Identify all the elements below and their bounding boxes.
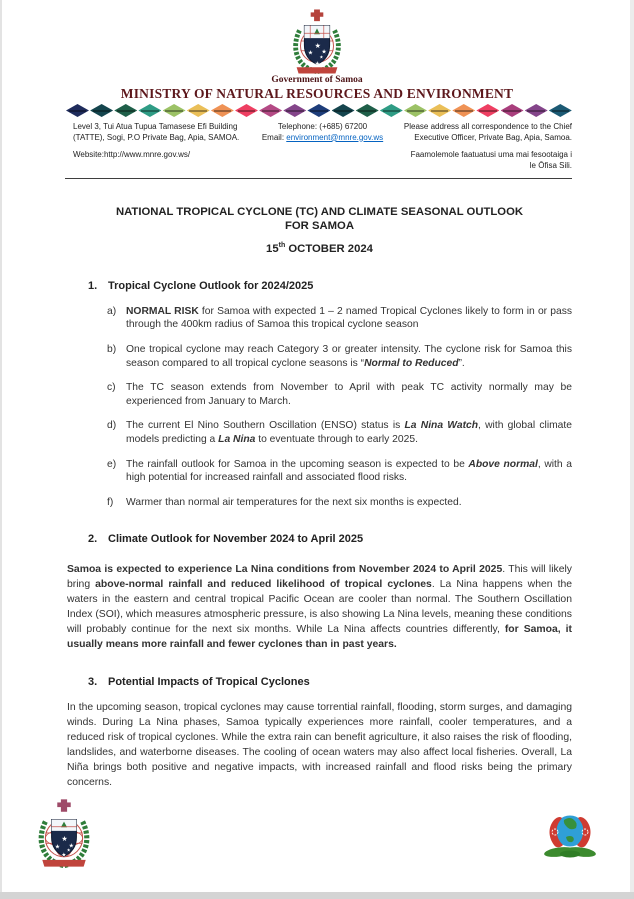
letterhead xyxy=(0,0,634,179)
section-climate-outlook xyxy=(67,533,572,652)
svg-text:★: ★ xyxy=(307,50,313,57)
svg-text:★: ★ xyxy=(319,54,324,60)
diamond-icon xyxy=(356,104,379,117)
list-item-label: c) xyxy=(107,382,116,394)
svg-text:★: ★ xyxy=(61,852,67,859)
diamond-icon xyxy=(549,104,572,117)
email-label: Email: xyxy=(261,132,287,142)
diamond-icon xyxy=(380,104,403,117)
section-title: Tropical Cyclone Outlook for 2024/2025 xyxy=(108,280,314,293)
scan-edge xyxy=(630,0,634,899)
list-item xyxy=(67,419,572,446)
address-line-1: Level 3, Tui Atua Tupua Tamasese Efi Building xyxy=(73,122,238,131)
list-item-label: f) xyxy=(107,496,114,508)
diamond-icon xyxy=(307,104,330,117)
diamond-icon xyxy=(332,104,355,117)
contact-phone-email xyxy=(247,122,398,143)
diamond-icon xyxy=(138,104,161,117)
section-heading xyxy=(67,676,572,690)
contact-block xyxy=(66,122,572,143)
diamond-icon xyxy=(259,104,282,117)
diamond-icon xyxy=(114,104,137,117)
diamond-icon xyxy=(525,104,548,117)
samoa-coat-of-arms-icon xyxy=(0,9,634,75)
list-item xyxy=(67,381,572,408)
scan-edge xyxy=(0,0,2,899)
list-item-text: Warmer than normal air temperatures for the next six months is expected. xyxy=(126,496,462,508)
list-item-label: a) xyxy=(107,305,117,317)
correspondence-line-2: Executive Officer, Private Bag, Apia, Samoa. xyxy=(414,132,572,142)
diamond-icon xyxy=(66,104,89,117)
list-item-text: The rainfall outlook for Samoa in the upcoming season is expected to be Above normal, with a high potential for increased rainfall and associated flood risks. xyxy=(126,458,572,484)
mnre-globe-hands-logo-icon xyxy=(542,807,598,866)
list-item-text: One tropical cyclone may reach Category 3 or greater intensity. The cyclone risk for Samoa this season compared to all tropical cyclone seasons is “Normal to Reduced”. xyxy=(126,344,572,369)
section-potential-impacts xyxy=(67,676,572,791)
diamond-icon xyxy=(187,104,210,117)
section-title: Potential Impacts of Tropical Cyclones xyxy=(108,675,310,688)
address-line-2: (TATTE), Sogi, P.O Private Bag, Apia, SAMOA. xyxy=(73,132,240,142)
header-rule xyxy=(65,178,572,179)
website: Website:http://www.mnre.gov.ws/ xyxy=(73,150,191,160)
svg-text:★: ★ xyxy=(321,49,327,56)
samoan-note: Faamolemole faatuatusi uma mai fesootaiga i le Ōfisa Sili. xyxy=(410,150,572,170)
section-number: 1. xyxy=(88,280,98,293)
correspondence-line-1: Please address all correspondence to the Chief xyxy=(403,122,572,131)
contact-secondary xyxy=(66,150,572,171)
diamond-icon xyxy=(235,104,258,117)
svg-text:★: ★ xyxy=(68,842,75,850)
section-number: 2. xyxy=(88,533,98,546)
section-number: 3. xyxy=(88,675,98,688)
svg-text:★: ★ xyxy=(54,843,61,851)
ministry-title: MINISTRY OF NATURAL RESOURCES AND ENVIRONMENT xyxy=(120,86,514,101)
telephone: Telephone: (+685) 67200 xyxy=(277,122,368,131)
potential-impacts-paragraph: In the upcoming season, tropical cyclones may cause torrential rainfall, flooding, storm surges, and damaging winds. During La Nina phases, Samoa typically experiences more rainfall, cooler temperatures, and a reduced risk of tropical cyclones. While the extra rain can benefit agriculture, it also raises the risk of flooding, landslides, and waterborne diseases. The cooling of ocean waters may also affect local fisheries. Overall, La Niña brings both positive and negative impacts, with increased rainfall and flood risks being the primary concerns. xyxy=(67,702,572,789)
list-item-text: The current El Nino Southern Oscillation (ENSO) status is La Nina Watch, with global climate models predicting a La Nina to eventuate through to early 2025. xyxy=(126,420,572,446)
diamond-icon xyxy=(211,104,234,117)
list-item-label: e) xyxy=(107,458,117,470)
svg-text:★: ★ xyxy=(66,847,71,853)
diamond-icon xyxy=(428,104,451,117)
diamond-icon xyxy=(163,104,186,117)
email-link[interactable]: environment@mnre.gov.ws xyxy=(286,132,384,142)
list-item xyxy=(67,496,572,510)
diamond-icon xyxy=(501,104,524,117)
svg-text:★: ★ xyxy=(314,61,320,68)
svg-text:★: ★ xyxy=(314,42,321,50)
samoa-coat-of-arms-icon xyxy=(34,795,94,878)
list-item-label: b) xyxy=(107,344,117,356)
climate-outlook-paragraph: Samoa is expected to experience La Nina conditions from November 2024 to April 2025. This will likely bring above-normal rainfall and reduced likelihood of tropical cyclones. La Nina happens when the waters in the eastern and central tropical Pacific Ocean are cooler than normal. The Southern Oscillation Index (SOI), which measures atmospheric pressure, is also showing La Nina levels, meaning these conditions will probably continue for the next six months. While La Nina affects countries differently, for Samoa, it usually means more rainfall and fewer cyclones than in past years. xyxy=(67,563,573,650)
section-heading xyxy=(67,280,572,294)
government-label: Government of Samoa xyxy=(271,75,363,85)
list-item-text: NORMAL RISK for Samoa with expected 1 – 2 named Tropical Cyclones likely to form in or pass through the 400km radius of Samoa this tropical cyclone season xyxy=(126,305,572,331)
section-heading xyxy=(67,533,572,547)
document-date: 15th OCTOBER 2024 xyxy=(266,242,373,256)
diamond-icon xyxy=(404,104,427,117)
list-item xyxy=(67,343,572,370)
diamond-divider xyxy=(66,104,572,117)
list-item xyxy=(67,305,572,332)
section-title: Climate Outlook for November 2024 to April 2025 xyxy=(108,533,364,546)
scan-edge xyxy=(0,892,634,899)
diamond-icon xyxy=(476,104,499,117)
list-item-label: d) xyxy=(107,420,117,432)
diamond-icon xyxy=(452,104,475,117)
section-tropical-cyclone-outlook xyxy=(67,280,572,509)
svg-text:★: ★ xyxy=(61,834,68,844)
diamond-icon xyxy=(283,104,306,117)
diamond-icon xyxy=(90,104,113,117)
contact-address xyxy=(66,122,247,143)
list-item xyxy=(67,458,572,485)
list-item-text: The TC season extends from November to April with peak TC activity normally may be experienced from January to March. xyxy=(126,382,572,407)
document-title: NATIONAL TROPICAL CYCLONE (TC) AND CLIMATE SEASONAL OUTLOOK FOR SAMOA xyxy=(115,206,524,233)
contact-correspondence xyxy=(398,122,572,143)
document-body xyxy=(67,205,572,790)
